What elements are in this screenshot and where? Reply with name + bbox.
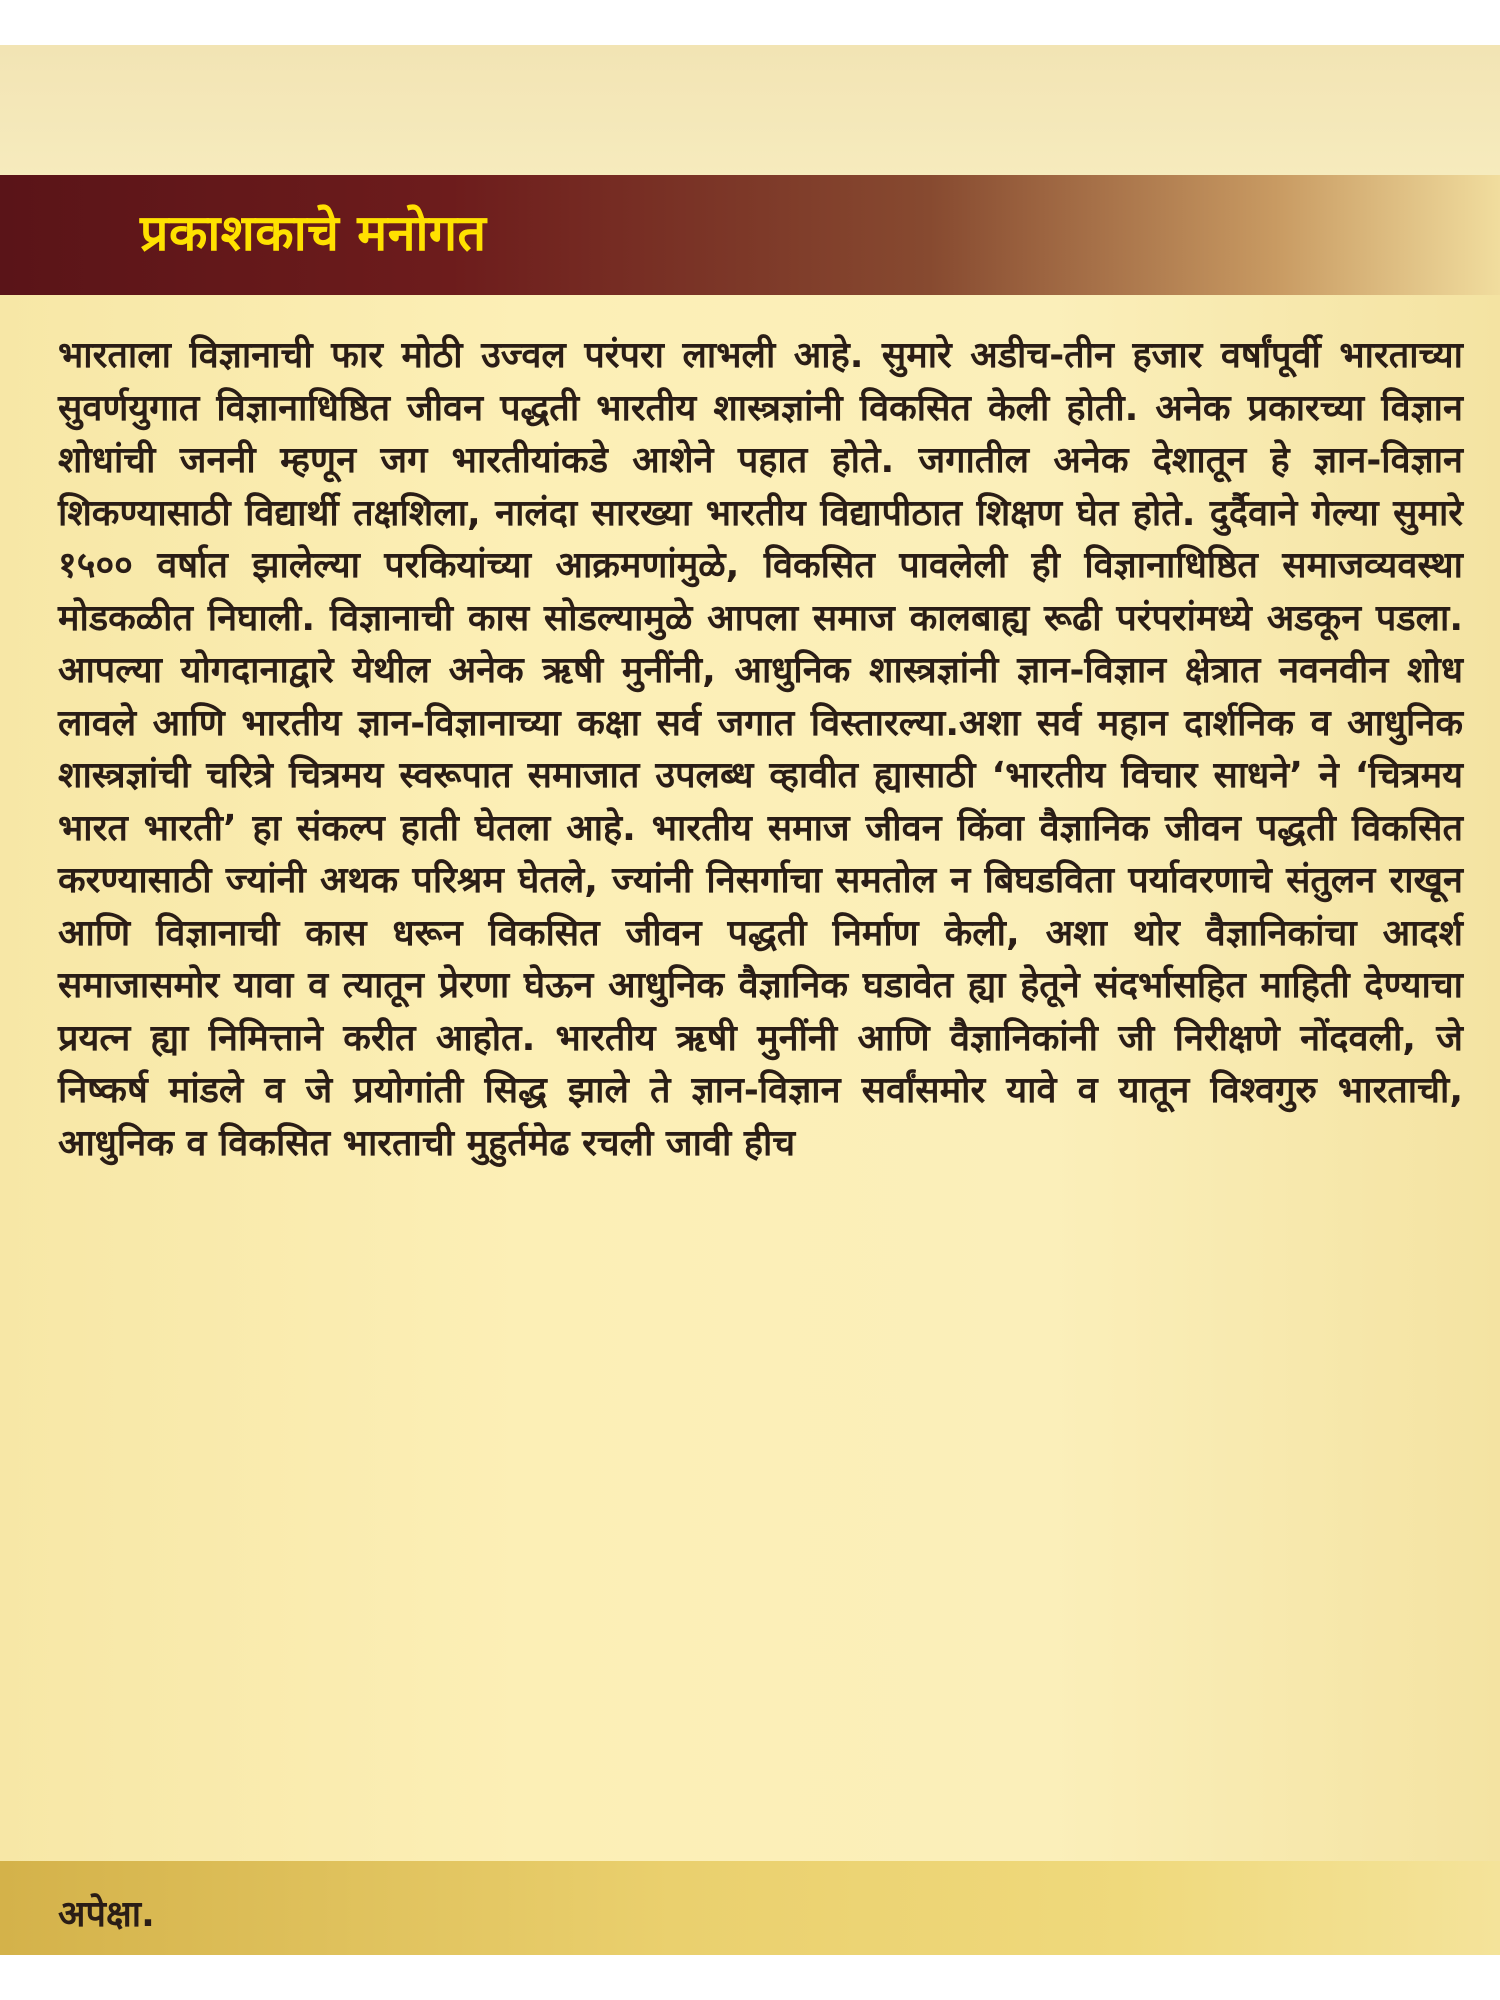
top-strip [0,45,1500,175]
page-heading: प्रकाशकाचे मनोगत [140,204,487,262]
page [0,45,1500,1955]
closing-text: अपेक्षा. [58,1894,155,1935]
body-paragraph: भारताला विज्ञानाची फार मोठी उज्वल परंपरा लाभली आहे. सुमारे अडीच-तीन हजार वर्षांपूर्वी भारताच्या सुवर्णयुगात विज्ञानाधिष्ठित जीवन पद्धती भारतीय शास्त्रज्ञांनी विकसित केली होती. अनेक प्रकारच्या विज्ञान शोधांची जननी म्हणून जग भारतीयांकडे आशेने पहात होते. जगातील अनेक देशातून हे ज्ञान-विज्ञान शिकण्यासाठी विद्यार्थी तक्षशिला, नालंदा सारख्या भारतीय विद्यापीठात शिक्षण घेत होते. दुर्दैवाने गेल्या सुमारे १५०० वर्षात झालेल्या परकियांच्या आक्रमणांमुळे, विकसित पावलेली ही विज्ञानाधिष्ठित समाजव्यवस्था मोडकळीत निघाली. विज्ञानाची कास सोडल्यामुळे आपला समाज कालबाह्य रूढी परंपरांमध्ये अडकून पडला. आपल्या योगदानाद्वारे येथील अनेक ऋषी मुनींनी, आधुनिक शास्त्रज्ञांनी ज्ञान-विज्ञान क्षेत्रात नवनवीन शोध लावले आणि भारतीय ज्ञान-विज्ञानाच्या कक्षा सर्व जगात विस्तारल्या.अशा सर्व महान दार्शनिक व आधुनिक शास्त्रज्ञांची चरित्रे चित्रमय स्वरूपात समाजात उपलब्ध व्हावीत ह्यासाठी ‘भारतीय विचार साधने’ ने ‘चित्रमय भारत भारती’ हा संकल्प हाती घेतला आहे. भारतीय समाज जीवन किंवा वैज्ञानिक जीवन पद्धती विकसित करण्यासाठी ज्यांनी अथक परिश्रम घेतले, ज्यांनी निसर्गाचा समतोल न बिघडविता पर्यावरणाचे संतुलन राखून आणि विज्ञानाची कास धरून विकसित जीवन पद्धती निर्माण केली, अशा थोर वैज्ञानिकांचा आदर्श समाजासमोर यावा व त्यातून प्रेरणा घेऊन आधुनिक वैज्ञानिक घडावेत ह्या हेतूने संदर्भासहित माहिती देण्याचा प्रयत्न ह्या निमित्ताने करीत आहोत. भारतीय ऋषी मुनींनी आणि वैज्ञानिकांनी जी निरीक्षणे नोंदवली, जे निष्कर्ष मांडले व जे प्रयोगांती सिद्ध झाले ते ज्ञान-विज्ञान सर्वांसमोर यावे व यातून विश्वगुरु भारताची, आधुनिक व विकसित भारताची मुहुर्तमेढ रचली जावी हीच [58,335,1463,1164]
bottom-band [0,1861,1500,1955]
